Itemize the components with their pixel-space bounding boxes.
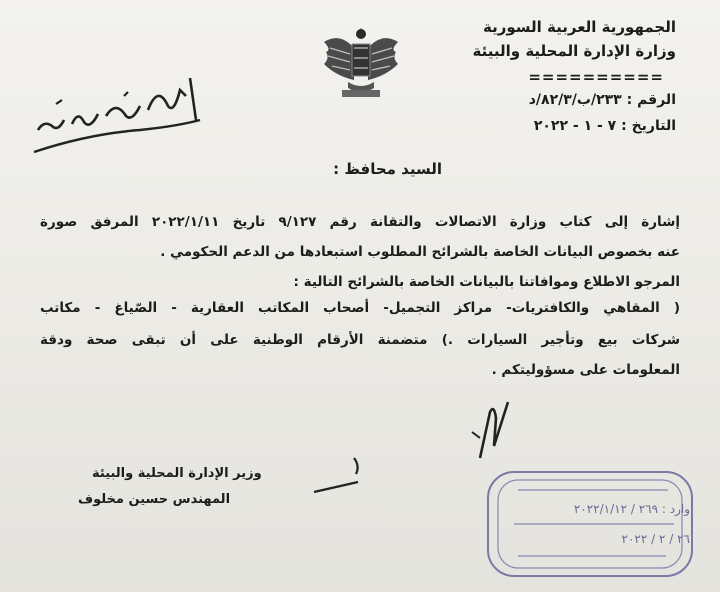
body-line-2: عنه بخصوص البيانات الخاصة بالشرائح المطلوب استبعادها من الدعم الحكومي . [160,244,680,260]
signature-mark [450,398,520,468]
initial-mark [310,452,370,498]
signatory-title: وزير الإدارة المحلية والبيئة [92,466,262,481]
received-stamp [448,466,698,582]
body-line-6: المعلومات على مسؤوليتكم . [491,362,680,378]
header-separator: ========== [528,68,664,86]
salutation: السيد محافظ : [333,160,442,178]
handwritten-note [28,60,208,160]
stamp-line-1: وارد : ٢٦٩ / ٢٠٢٢/١/١٢ [573,502,690,516]
body-line-1: إشارة إلى كتاب وزارة الاتصالات والتقانة رقم ٩/١٢٧ تاريخ ٢٠٢٢/١/١١ المرفق صورة [40,214,681,230]
reference-number: الرقم : ٢٣٣/ب/٨٢/٣/د [528,92,676,108]
body-line-3: المرجو الاطلاع وموافاتنا بالبيانات الخاصة بالشرائح التالية : [293,274,680,290]
body-line-4: ( المقاهي والكافتريات- مراكز التجميل- أصحاب المكاتب العقارية - الصّياغ - مكاتب [40,300,680,316]
syrian-eagle-emblem-icon [318,24,404,100]
signatory-name: المهندس حسين مخلوف [78,492,231,507]
stamp-line-2: ٢٦ / ٢ / ٢٠٢٢ [621,532,690,546]
header-ministry: وزارة الإدارة المحلية والبيئة [472,42,676,60]
letter-date: التاريخ : ٧ - ١ - ٢٠٢٢ [533,118,676,134]
body-line-5: شركات بيع وتأجير السيارات .) متضمنة الأرقام الوطنية على أن تبقى صحة ودقة [40,332,680,348]
header-republic: الجمهورية العربية السورية [483,18,676,36]
